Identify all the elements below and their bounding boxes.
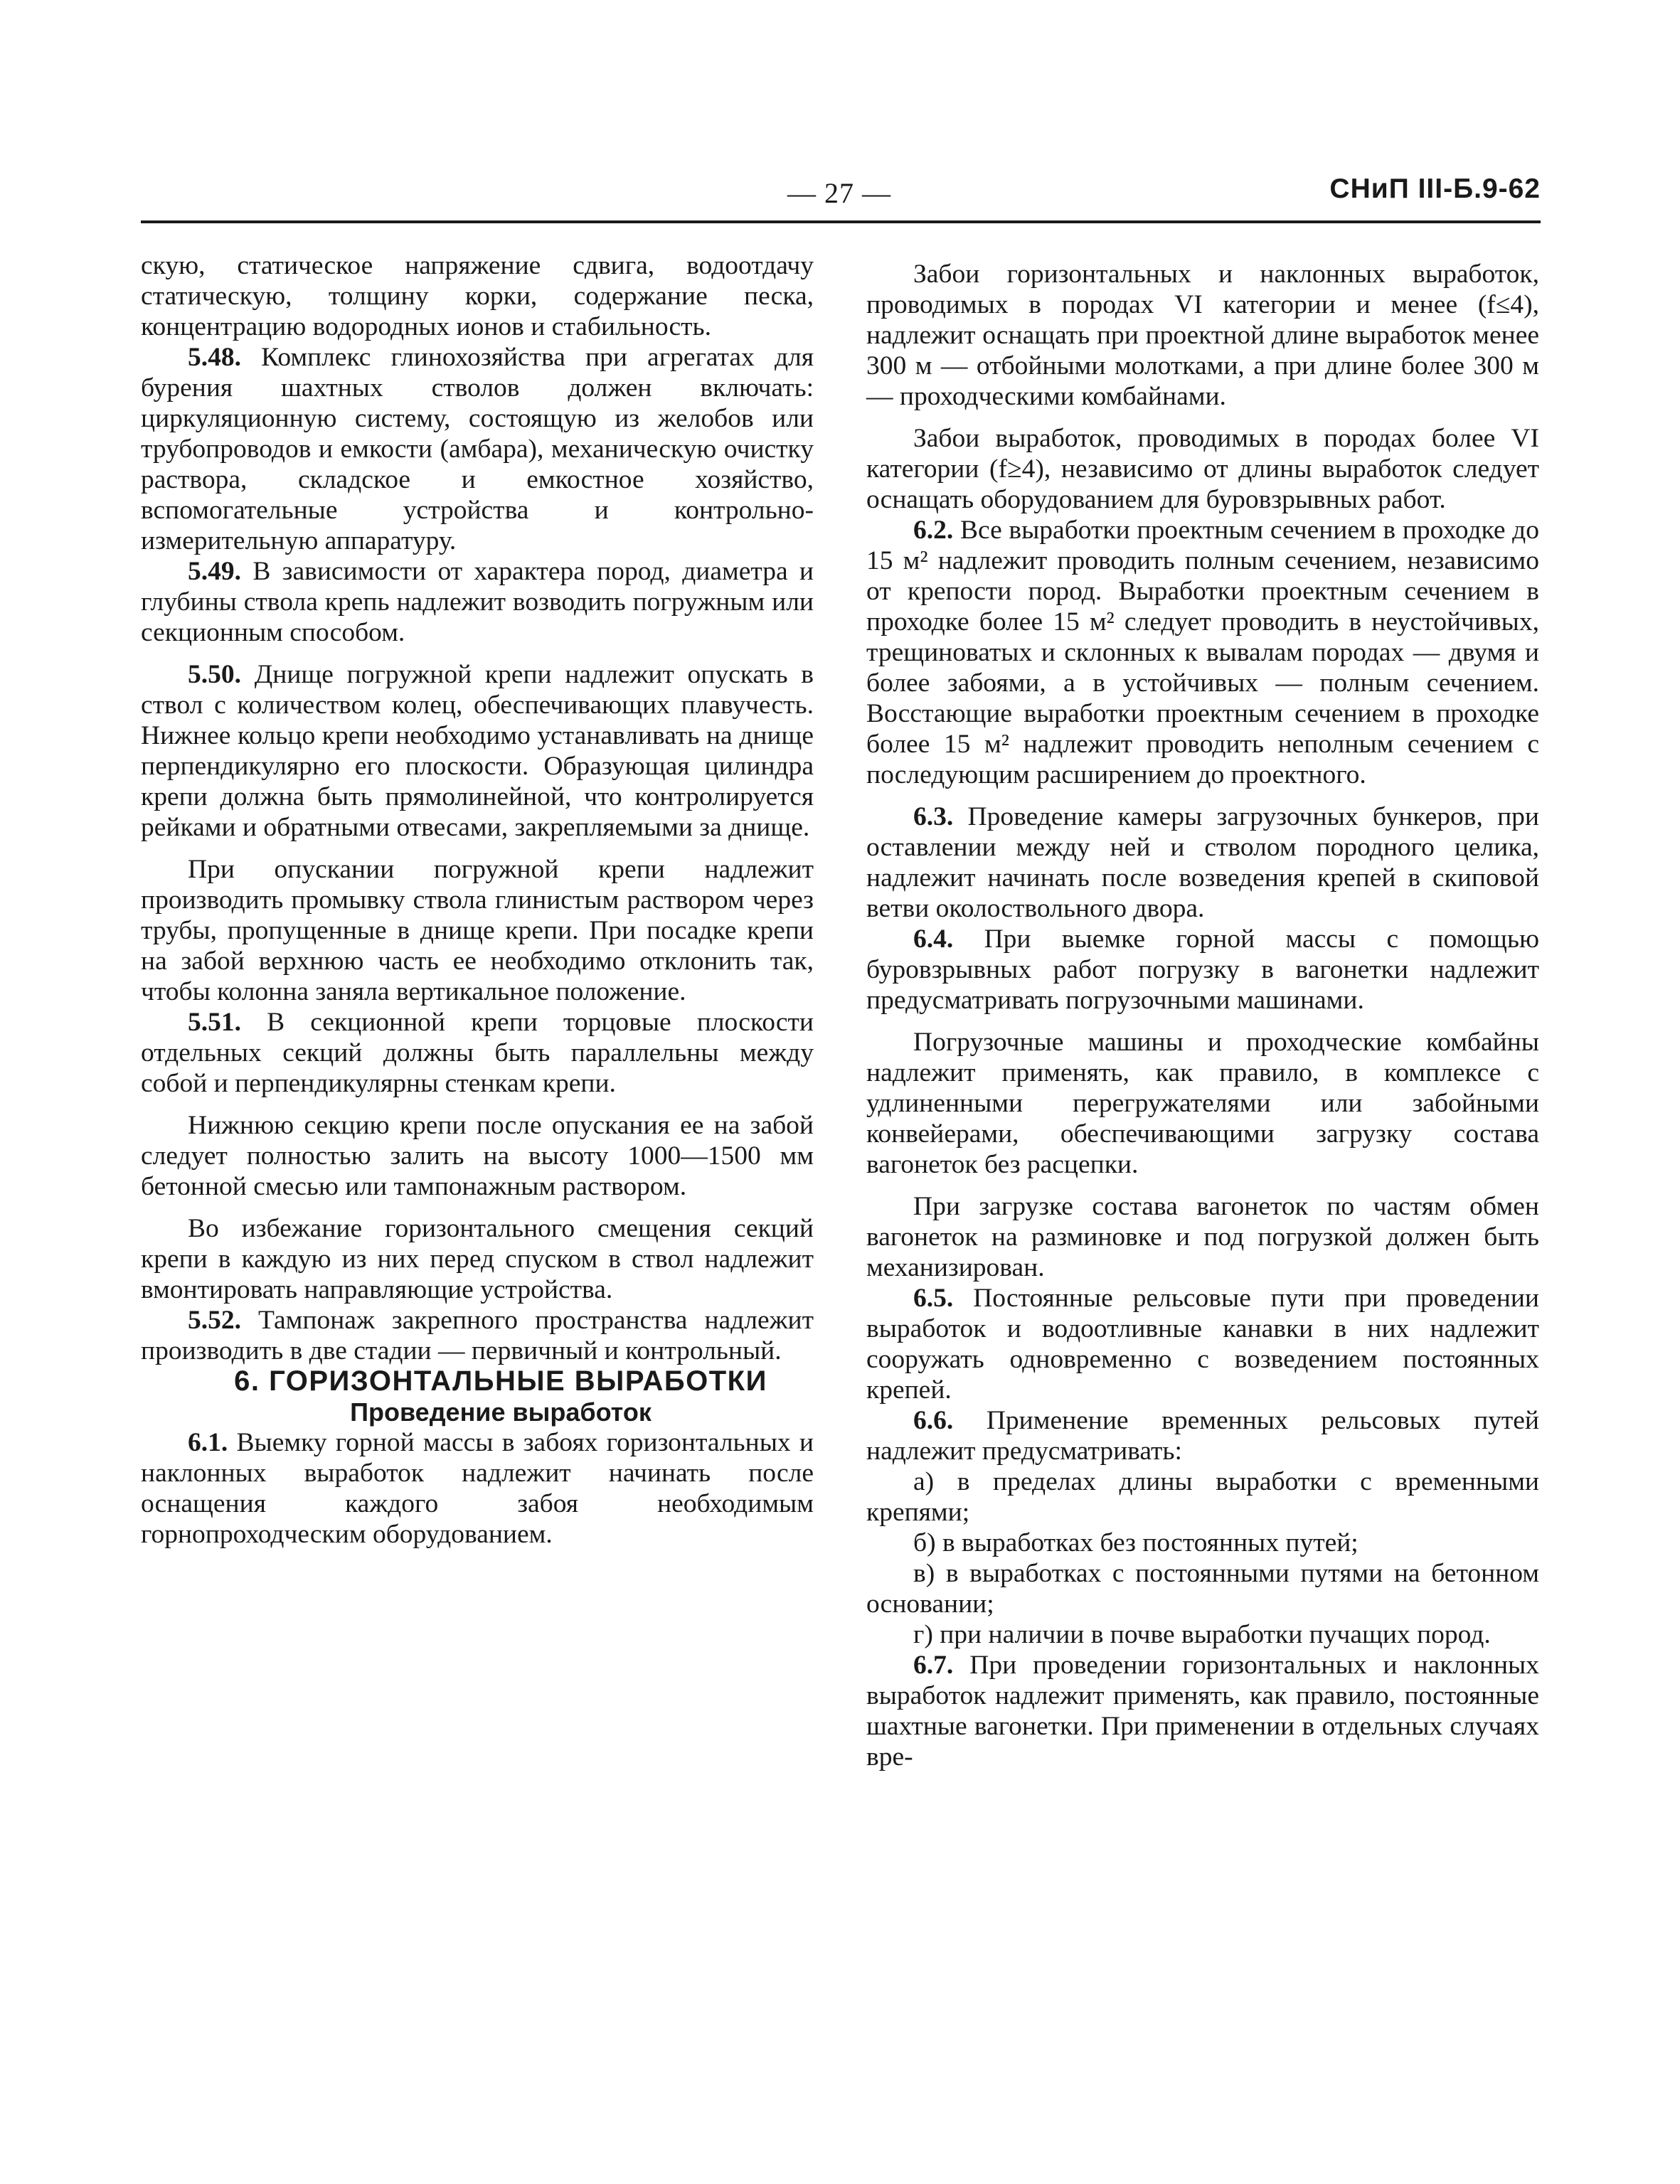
clause-5-48 <box>141 342 814 556</box>
clause-6-2 <box>866 515 1539 790</box>
clause-number: 6.3. <box>913 802 954 831</box>
clause-number: 5.48. <box>188 343 241 372</box>
paragraph: Забои горизонтальных и наклонных выработок, проводимых в породах VI категории и менее (f≤4), надлежит оснащать при проектной длине выработок менее 300 м — отбойными молотками, а при длине более 300 м — проходческими комбайнами. <box>866 260 1539 411</box>
clause-number: 5.51. <box>188 1008 241 1037</box>
clause-6-1 <box>141 1427 814 1550</box>
list-item-v: в) в выработках с постоянными путями на бетонном основании; <box>866 1559 1539 1619</box>
paragraph: Во избежание горизонтального смещения секций крепи в каждую из них перед спуском в ствол надлежит вмонтировать направляющие устройства. <box>141 1214 814 1304</box>
clause-number: 6.7. <box>913 1651 954 1680</box>
clause-6-6 <box>866 1405 1539 1466</box>
paragraph-continuation: скую, статическое напряжение сдвига, водоотдачу статическую, толщину корки, содержание песка, концентрацию водородных ионов и стабильность. <box>141 251 814 341</box>
clause-text: Постоянные рельсовые пути при проведении выработок и водоотливные канавки в них надлежит сооружать одновременно с возведением постоянных крепей. <box>866 1284 1539 1405</box>
clause-number: 6.5. <box>913 1284 954 1313</box>
document-code: СНиП III-Б.9-62 <box>1329 174 1541 204</box>
clause-number: 6.2. <box>913 516 954 545</box>
clause-text: При проведении горизонтальных и наклонных выработок надлежит применять, как правило, постоянные шахтные вагонетки. При применении в отдельных случаях вре- <box>866 1651 1539 1772</box>
clause-number: 6.1. <box>188 1428 228 1457</box>
clause-text: Днище погружной крепи надлежит опускать в ствол с количеством колец, обеспечивающих плавучесть. Нижнее кольцо крепи необходимо устанавливать на днище перпендикулярно его плоскости. Образующая цилиндра крепи должна быть прямолинейной, что контролируется рейками и обратными отвесами, закрепляемыми за днище. <box>141 660 814 842</box>
clause-text: Проведение камеры загрузочных бункеров, при оставлении между ней и стволом породного целика, надлежит начинать после возведения крепей в скиповой ветви околоствольного двора. <box>866 802 1539 923</box>
clause-text: В зависимости от характера пород, диаметра и глубины ствола крепь надлежит возводить погружным или секционным способом. <box>141 557 814 647</box>
clause-number: 6.6. <box>913 1406 954 1435</box>
left-column <box>141 250 814 1550</box>
clause-5-49 <box>141 556 814 648</box>
clause-text: В секционной крепи торцовые плоскости отдельных секций должны быть параллельны между собой и перпендикулярны стенкам крепи. <box>141 1008 814 1098</box>
subsection-title: Проведение выработок <box>350 1397 652 1427</box>
clause-6-3 <box>866 801 1539 924</box>
list-item-g: г) при наличии в почве выработки пучащих пород. <box>913 1620 1491 1649</box>
clause-5-51 <box>141 1007 814 1099</box>
paragraph: Погрузочные машины и проходческие комбайны надлежит применять, как правило, в комплексе с удлиненными перегружателями или забойными конвейерами, обеспечивающими загрузку состава вагонеток без расцепки. <box>866 1028 1539 1179</box>
paragraph: Нижнюю секцию крепи после опускания ее на забой следует полностью залить на высоту 1000—1500 мм бетонной смесью или тампонажным раствором. <box>141 1111 814 1201</box>
clause-text: Применение временных рельсовых путей надлежит предусматривать: <box>866 1406 1539 1466</box>
paragraph: При опускании погружной крепи надлежит производить промывку ствола глинистым раствором через трубы, пропущенные в днище крепи. При посадке крепи на забой верхнюю часть ее необходимо отклонить так, чтобы колонна заняла вертикальное положение. <box>141 855 814 1006</box>
clause-text: При выемке горной массы с помощью буровзрывных работ погрузку в вагонетки надлежит предусматривать погрузочными машинами. <box>866 925 1539 1015</box>
clause-text: Комплекс глинохозяйства при агрегатах для бурения шахтных стволов должен включать: циркуляционную систему, состоящую из желобов или трубопроводов и емкости (амбара), механическую очистку раствора, складское и емкостное хозяйство, вспомогательные устройства и контрольно-измерительную аппаратуру. <box>141 343 814 555</box>
clause-number: 5.52. <box>188 1306 241 1335</box>
clause-text: Выемку горной массы в забоях горизонтальных и наклонных выработок надлежит начинать после оснащения каждого забоя необходимым горнопроходческим оборудованием. <box>141 1428 814 1549</box>
clause-5-50 <box>141 659 814 843</box>
page-number: — 27 — <box>787 177 891 209</box>
clause-6-4 <box>866 924 1539 1016</box>
clause-6-7 <box>866 1650 1539 1772</box>
clause-text: Все выработки проектным сечением в проходке до 15 м² надлежит проводить полным сечением, независимо от крепости пород. Выработки проектным сечением в проходке более 15 м² следует проводить в неустойчивых, трещиноватых и склонных к вывалам породах — двумя и более забоями, а в устойчивых — полным сечением. Восстающие выработки проектным сечением в проходке более 15 м² надлежит проводить неполным сечением с последующим расширением до проектного. <box>866 516 1539 789</box>
clause-number: 5.49. <box>188 557 241 586</box>
clause-number: 6.4. <box>913 925 954 954</box>
clause-number: 5.50. <box>188 660 241 689</box>
section-title: 6. ГОРИЗОНТАЛЬНЫЕ ВЫРАБОТКИ <box>234 1365 767 1397</box>
paragraph: При загрузке состава вагонеток по частям обмен вагонеток на разминовке и под погрузкой должен быть механизирован. <box>866 1192 1539 1282</box>
clause-6-5 <box>866 1283 1539 1405</box>
header-rule <box>141 220 1541 223</box>
clause-text: Тампонаж закрепного пространства надлежит производить в две стадии — первичный и контрольный. <box>141 1306 814 1365</box>
list-item-a: а) в пределах длины выработки с временными крепями; <box>866 1467 1539 1527</box>
paragraph: Забои выработок, проводимых в породах более VI категории (f≥4), независимо от длины выработок следует оснащать оборудованием для буровзрывных работ. <box>866 424 1539 514</box>
right-column <box>866 259 1539 1772</box>
clause-5-52 <box>141 1305 814 1366</box>
list-item-b: б) в выработках без постоянных путей; <box>913 1528 1359 1557</box>
